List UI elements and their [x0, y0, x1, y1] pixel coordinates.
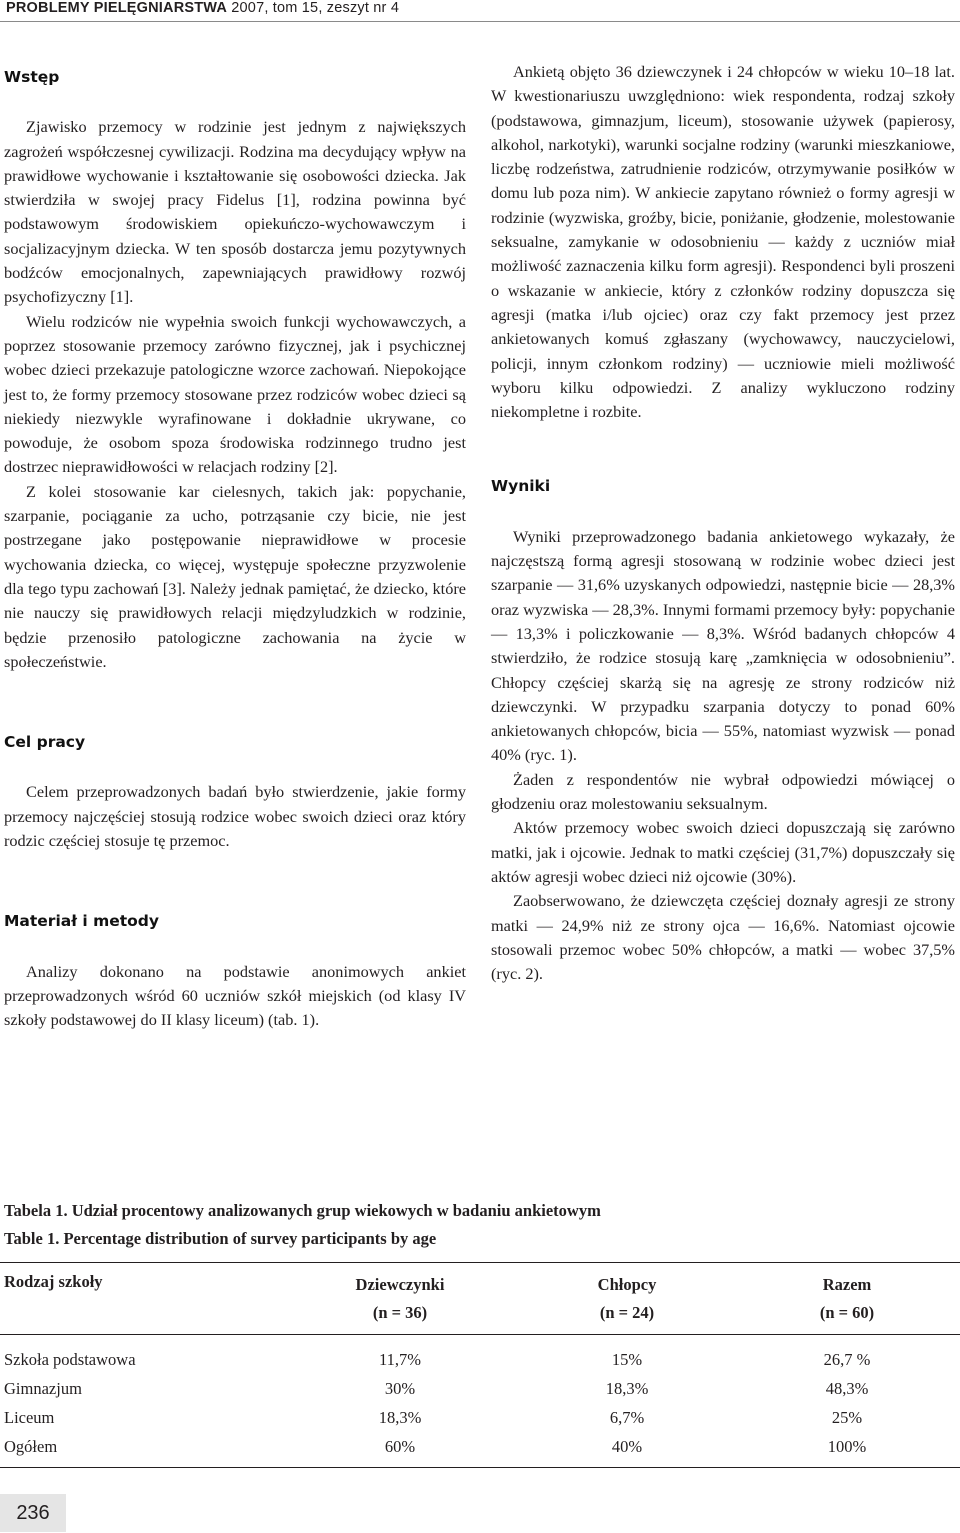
table-caption-pl: Tabela 1. Udział procentowy analizowanych grup wiekowych w badaniu ankietowym — [4, 1201, 601, 1220]
section-heading-methods: Materiał i metody — [4, 912, 159, 931]
section-heading-aim: Cel pracy — [4, 733, 86, 752]
table-cell: 30% — [384, 1379, 416, 1398]
table-cell: 100% — [827, 1437, 867, 1456]
table-cell: Liceum — [4, 1408, 55, 1427]
table-header-total — [747, 1271, 947, 1327]
table-bottom-rule — [0, 1467, 960, 1468]
table-cell: Ogółem — [4, 1437, 58, 1456]
running-header — [0, 0, 960, 22]
table-cell: 6,7% — [609, 1408, 645, 1427]
table-cell: 15% — [611, 1350, 643, 1369]
table-cell: 26,7 % — [823, 1350, 871, 1369]
section-heading-intro: Wstęp — [4, 68, 60, 86]
table-header-boys — [527, 1271, 727, 1327]
paragraph: Wielu rodziców nie wypełnia swoich funkcji wychowawczych, a poprzez stosowanie przemocy zarówno fizycznej, jak i psychicznej wobec dzieci przekazuje patologiczne wzorce zachowań. Niepokojące jest to, że formy przemocy stosowane przez rodziców wobec dzieci są niekiedy niezwykle wyrafinowane i dokładnie ukrywane, co powoduje, że osobom spoza środowiska rodzinnego trudno jest dostrzec nieprawidłowości w relacjach rodziny [2]. — [4, 311, 466, 477]
table-header-count: (n = 60) — [819, 1303, 875, 1322]
right-column — [491, 60, 955, 986]
table-cell: 11,7% — [378, 1350, 421, 1369]
table-cell: 40% — [611, 1437, 643, 1456]
journal-title — [6, 0, 399, 16]
table-cell: 48,3% — [825, 1379, 869, 1398]
table-header-label: Chłopcy — [597, 1275, 657, 1294]
table-header-rule — [0, 1334, 960, 1335]
paragraph: Żaden z respondentów nie wybrał odpowiedzi mówiącej o głodzeniu oraz molestowaniu seksualnym. — [491, 769, 955, 814]
table-cell: Gimnazjum — [4, 1379, 82, 1398]
page-number: 236 — [16, 1502, 50, 1524]
journal-issue: 2007, tom 15, zeszyt nr 4 — [227, 0, 400, 16]
table-header-count: (n = 36) — [372, 1303, 428, 1322]
paragraph: Ankietą objęto 36 dziewczynek i 24 chłopców w wieku 10–18 lat. W kwestionariuszu uwzględniono: wiek respondenta, rodzaj szkoły (podstawowa, gimnazjum, liceum), stosowanie używek (papierosy, alkohol, narkotyki), warunki socjalne rodziny (warunki mieszkaniowe, liczbę rodzeństwa, zatrudnienie rodziców, otrzymywanie posiłków w domu lub poza nim). W ankiecie zapytano również o formy agresji w rodzinie (wyzwiska, groźby, bicie, poniżanie, głodzenie, molestowanie seksualne, zamykanie w odosobnieniu — każdy z uczniów miał możliwość zaznaczenia kilku form agresji). Respondenci byli proszeni o wskazanie w ankiecie, który z członków rodziny dopuszcza się agresji (matka i/lub ojciec) oraz czy fakt przemocy jest przez ankietowanych komuś zgłaszany (wychowawcy, nauczycielowi, policji, innym członkom rodziny) — uczniowie mieli możliwość wyboru kilku odpowiedzi. Z analizy wykluczono rodziny niekompletne i rozbite. — [491, 62, 955, 422]
paragraph: Z kolei stosowanie kar cielesnych, takich jak: popychanie, szarpanie, pociąganie za ucho, potrząsanie czy bicie, nie jest postrzegane jako postępowanie nieprawidłowe w procesie wychowania dziecka, co więcej, występuje społeczne przyzwolenie dla tego typu zachowań [3]. Należy jednak pamiętać, że dziecko, które nie nauczy się prawidłowych relacji międzyludzkich w rodzinie, będzie przenosiło patologiczne zachowania na życie w społeczeństwie. — [4, 481, 466, 671]
page-number-box — [0, 1494, 66, 1532]
paragraph: Aktów przemocy wobec swoich dzieci dopuszczają się zarówno matki, jak i ojcowie. Jednak to matki częściej (31,7%) dopuszczały się aktów agresji wobec dzieci niż ojcowie (30%). — [491, 818, 955, 886]
section-heading-results: Wyniki — [491, 477, 551, 496]
paragraph: Wyniki przeprowadzonego badania ankietowego wykazały, że najczęstszą formą agresji stosowaną w rodzinie wobec dzieci jest szarpanie — 31,6% uzyskanych odpowiedzi, następnie bicie — 28,3% oraz wyzwiska — 28,3%. Innymi formami przemocy były: popychanie — 13,3% i policzkowanie — 8,3%. Wśród badanych chłopców 4 stwierdziło, że rodzice stosują karę „zamknięcia w odosobnieniu”. Chłopcy częściej skarżą się na agresję ze strony rodziców niż dziewczynki. W przypadku szarpania dotyczy to ponad 60% ankietowanych chłopców, bicia — 55%, natomiast wyzwisk — ponad 40% (ryc. 1). — [491, 526, 955, 765]
table-cell: 18,3% — [605, 1379, 649, 1398]
left-column — [4, 60, 466, 1033]
table-header-label: Razem — [822, 1275, 872, 1294]
table-header-count: (n = 24) — [599, 1303, 655, 1322]
paragraph: Zaobserwowano, że dziewczęta częściej doznały agresji ze strony matki — 24,9% niż ze strony ojca — 16,6%. Natomiast ojcowie stosowali przemoc wobec 50% chłopców, a matki — wobec 37,5% (ryc. 2). — [491, 891, 955, 984]
paragraph: Celem przeprowadzonych badań było stwierdzenie, jakie formy przemocy najczęściej stosują rodzice wobec swoich dzieci oraz który rodzic częściej stosuje tę przemoc. — [4, 782, 466, 851]
table-header-label: Dziewczynki — [355, 1275, 445, 1294]
table-header-school-type: Rodzaj szkoły — [4, 1272, 103, 1291]
table-top-rule — [0, 1262, 960, 1263]
table-cell: Szkoła podstawowa — [4, 1350, 136, 1369]
table-cell: 18,3% — [378, 1408, 422, 1427]
header-rule — [0, 21, 960, 22]
paragraph: Zjawisko przemocy w rodzinie jest jednym z największych zagrożeń współczesnej cywilizacji. Rodzina ma decydujący wpływ na prawidłowe wychowanie i kształtowanie się osobowości dziecka. Jak stwierdziła w swojej pracy Fidelus [1], rodzina powinna być podstawowym środowiskiem opiekuńczo-wychowawczym i socjalizacyjnym dziecka. W ten sposób dostarcza jemu pozytywnych bodźców emocjonalnych, zapewniających prawidłowy rozwój psychofizyczny [1]. — [4, 117, 466, 307]
journal-name: PROBLEMY PIELĘGNIARSTWA — [6, 0, 228, 16]
table-cell: 25% — [831, 1408, 863, 1427]
table-header-girls — [300, 1271, 500, 1327]
paragraph: Analizy dokonano na podstawie anonimowych ankiet przeprowadzonych wśród 60 uczniów szkół miejskich (od klasy IV szkoły podstawowej do II klasy liceum) (tab. 1). — [4, 961, 466, 1030]
table-caption-en: Table 1. Percentage distribution of survey participants by age — [4, 1229, 437, 1248]
table-cell: 60% — [384, 1437, 416, 1456]
